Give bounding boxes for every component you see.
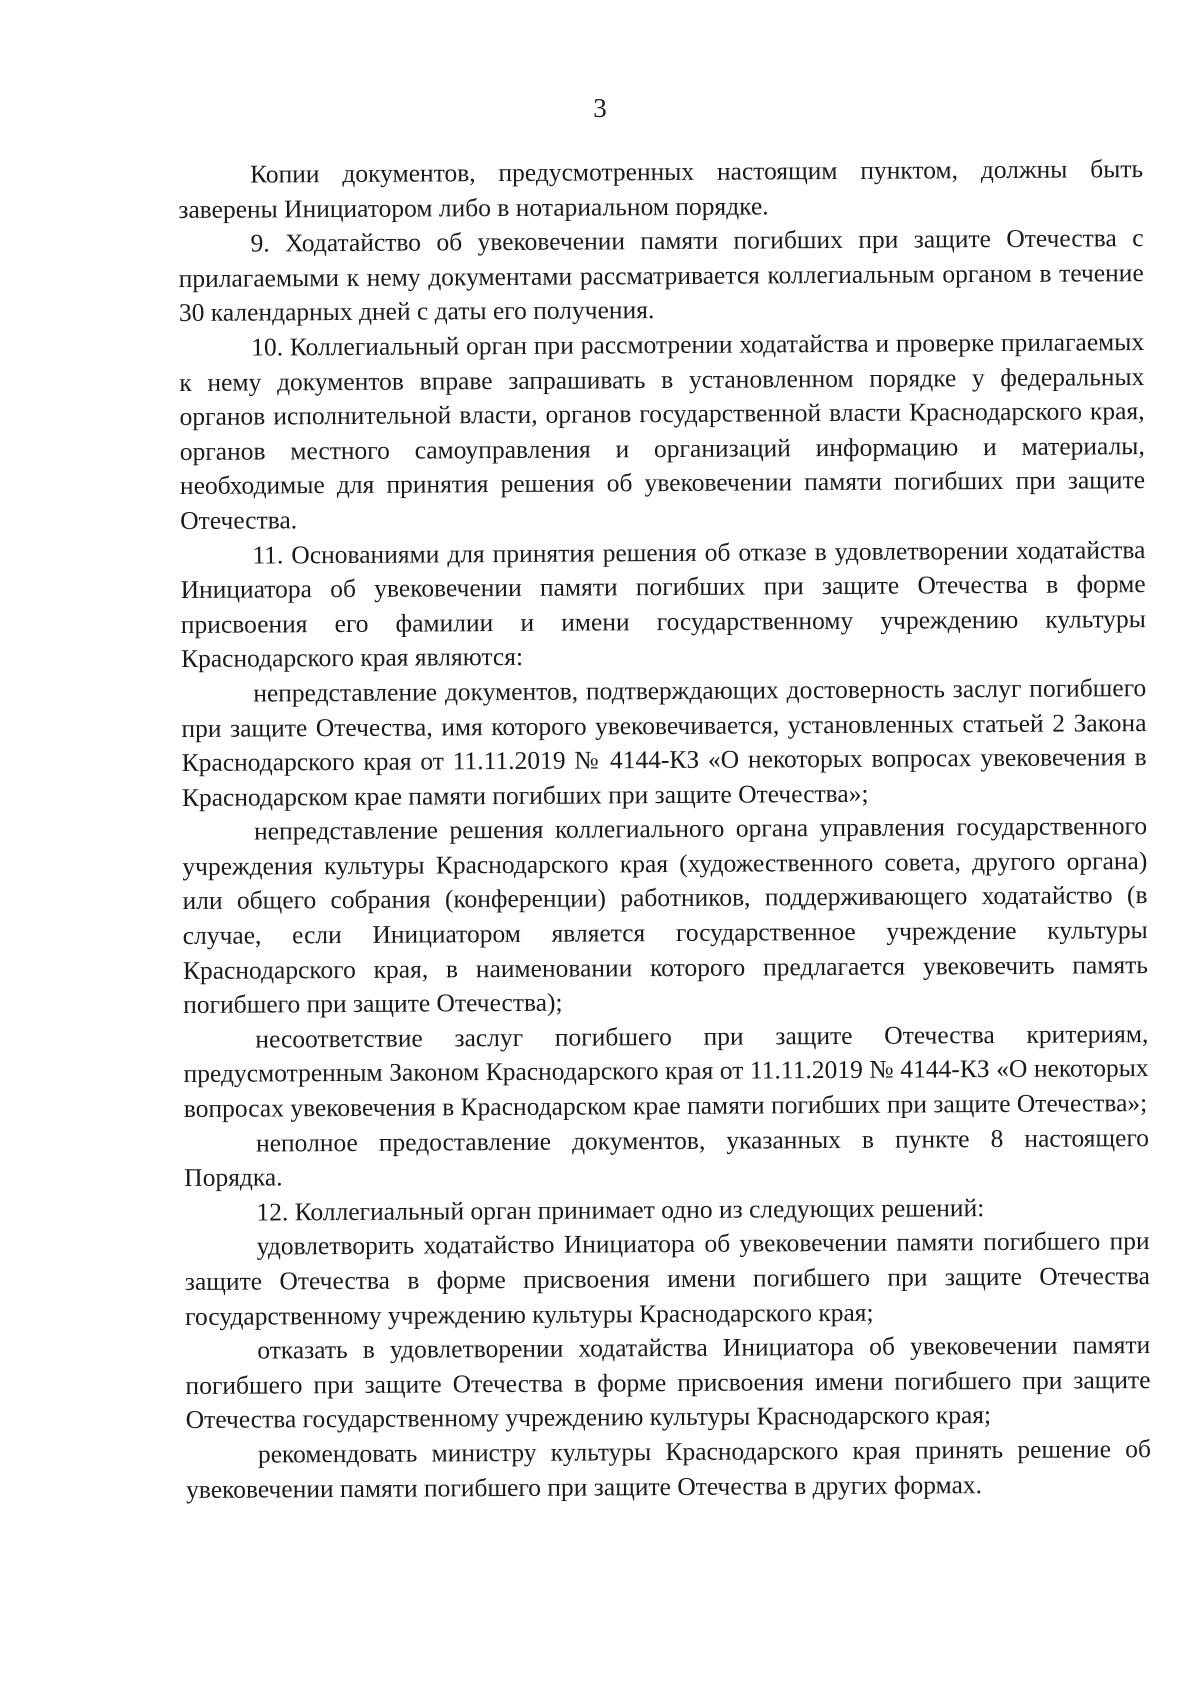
paragraph-item-9: 9. Ходатайство об увековечении памяти погибших при защите Отечества с прилагаемыми к нему документами рассматривается коллегиальным органом в течение 30 календарных дней с даты его получения. [178, 223, 1144, 328]
paragraph-item-10: 10. Коллегиальный орган при рассмотрении ходатайства и проверке прилагаемых к нему документов вправе запрашивать в установленном порядке у федеральных органов исполнительной власти, органов государственной власти Краснодарского края, органов местного самоуправления и организаций информацию и материалы, необходимые для принятия решения об увековечении памяти погибших при защите Отечества. [179, 327, 1146, 535]
document-body [178, 152, 1151, 1507]
page-number: 3 [593, 93, 607, 123]
paragraph-copies-certification: Копии документов, предусмотренных настоящим пунктом, должны быть заверены Инициатором либо в нотариальном порядке. [178, 154, 1144, 224]
paragraph-refusal-ground-4: неполное предоставление документов, указанных в пункте 8 настоящего Порядка. [184, 1122, 1150, 1193]
paragraph-item-12: 12. Коллегиальный орган принимает одно из следующих решений: [256, 1192, 985, 1227]
paragraph-decision-1: удовлетворить ходатайство Инициатора об увековечении памяти погибшего при защите Отечества в форме присвоения имени погибшего при защите Отечества государственному учреждению культуры Краснодарского края; [184, 1226, 1150, 1331]
paragraph-decision-2: отказать в удовлетворении ходатайства Инициатора об увековечении памяти погибшего при защите Отечества в форме присвоения имени погибшего при защите Отечества государственному учреждению культуры Краснодарского края; [185, 1330, 1151, 1435]
paragraph-refusal-ground-1: непредставление документов, подтверждающих достоверность заслуг погибшего при защите Отечества, имя которого увековечивается, установленных статьей 2 Закона Краснодарского края от 11.11.2019 № 4144-КЗ «О некоторых вопросах увековечения в Краснодарском крае памяти погибших при защите Отечества»; [181, 673, 1147, 812]
paragraph-refusal-ground-3: несоответствие заслуг погибшего при защите Отечества критериям, предусмотренным Законом Краснодарского края от 11.11.2019 № 4144-КЗ «О некоторых вопросах увековечения в Краснодарском крае памяти погибших при защите Отечества»; [183, 1018, 1149, 1124]
paragraph-decision-3: рекомендовать министру культуры Краснодарского края принять решение об увековечении памяти погибшего при защите Отечества в других формах. [186, 1434, 1151, 1504]
paragraph-item-11: 11. Основаниями для принятия решения об отказе в удовлетворении ходатайства Инициатора об увековечении памяти погибших при защите Отечества в форме присвоения его фамилии и имени государственному учреждению культуры Краснодарского края являются: [180, 534, 1146, 674]
paragraph-refusal-ground-2: непредставление решения коллегиального органа управления государственного учреждения культуры Краснодарского края (художественного совета, другого органа) или общего собрания (конференции) работников, поддерживающего ходатайство (в случае, если Инициатором является государственное учреждение культуры Краснодарского края, в наименовании которого предлагается увековечить память погибшего при защите Отечества); [182, 811, 1149, 1020]
